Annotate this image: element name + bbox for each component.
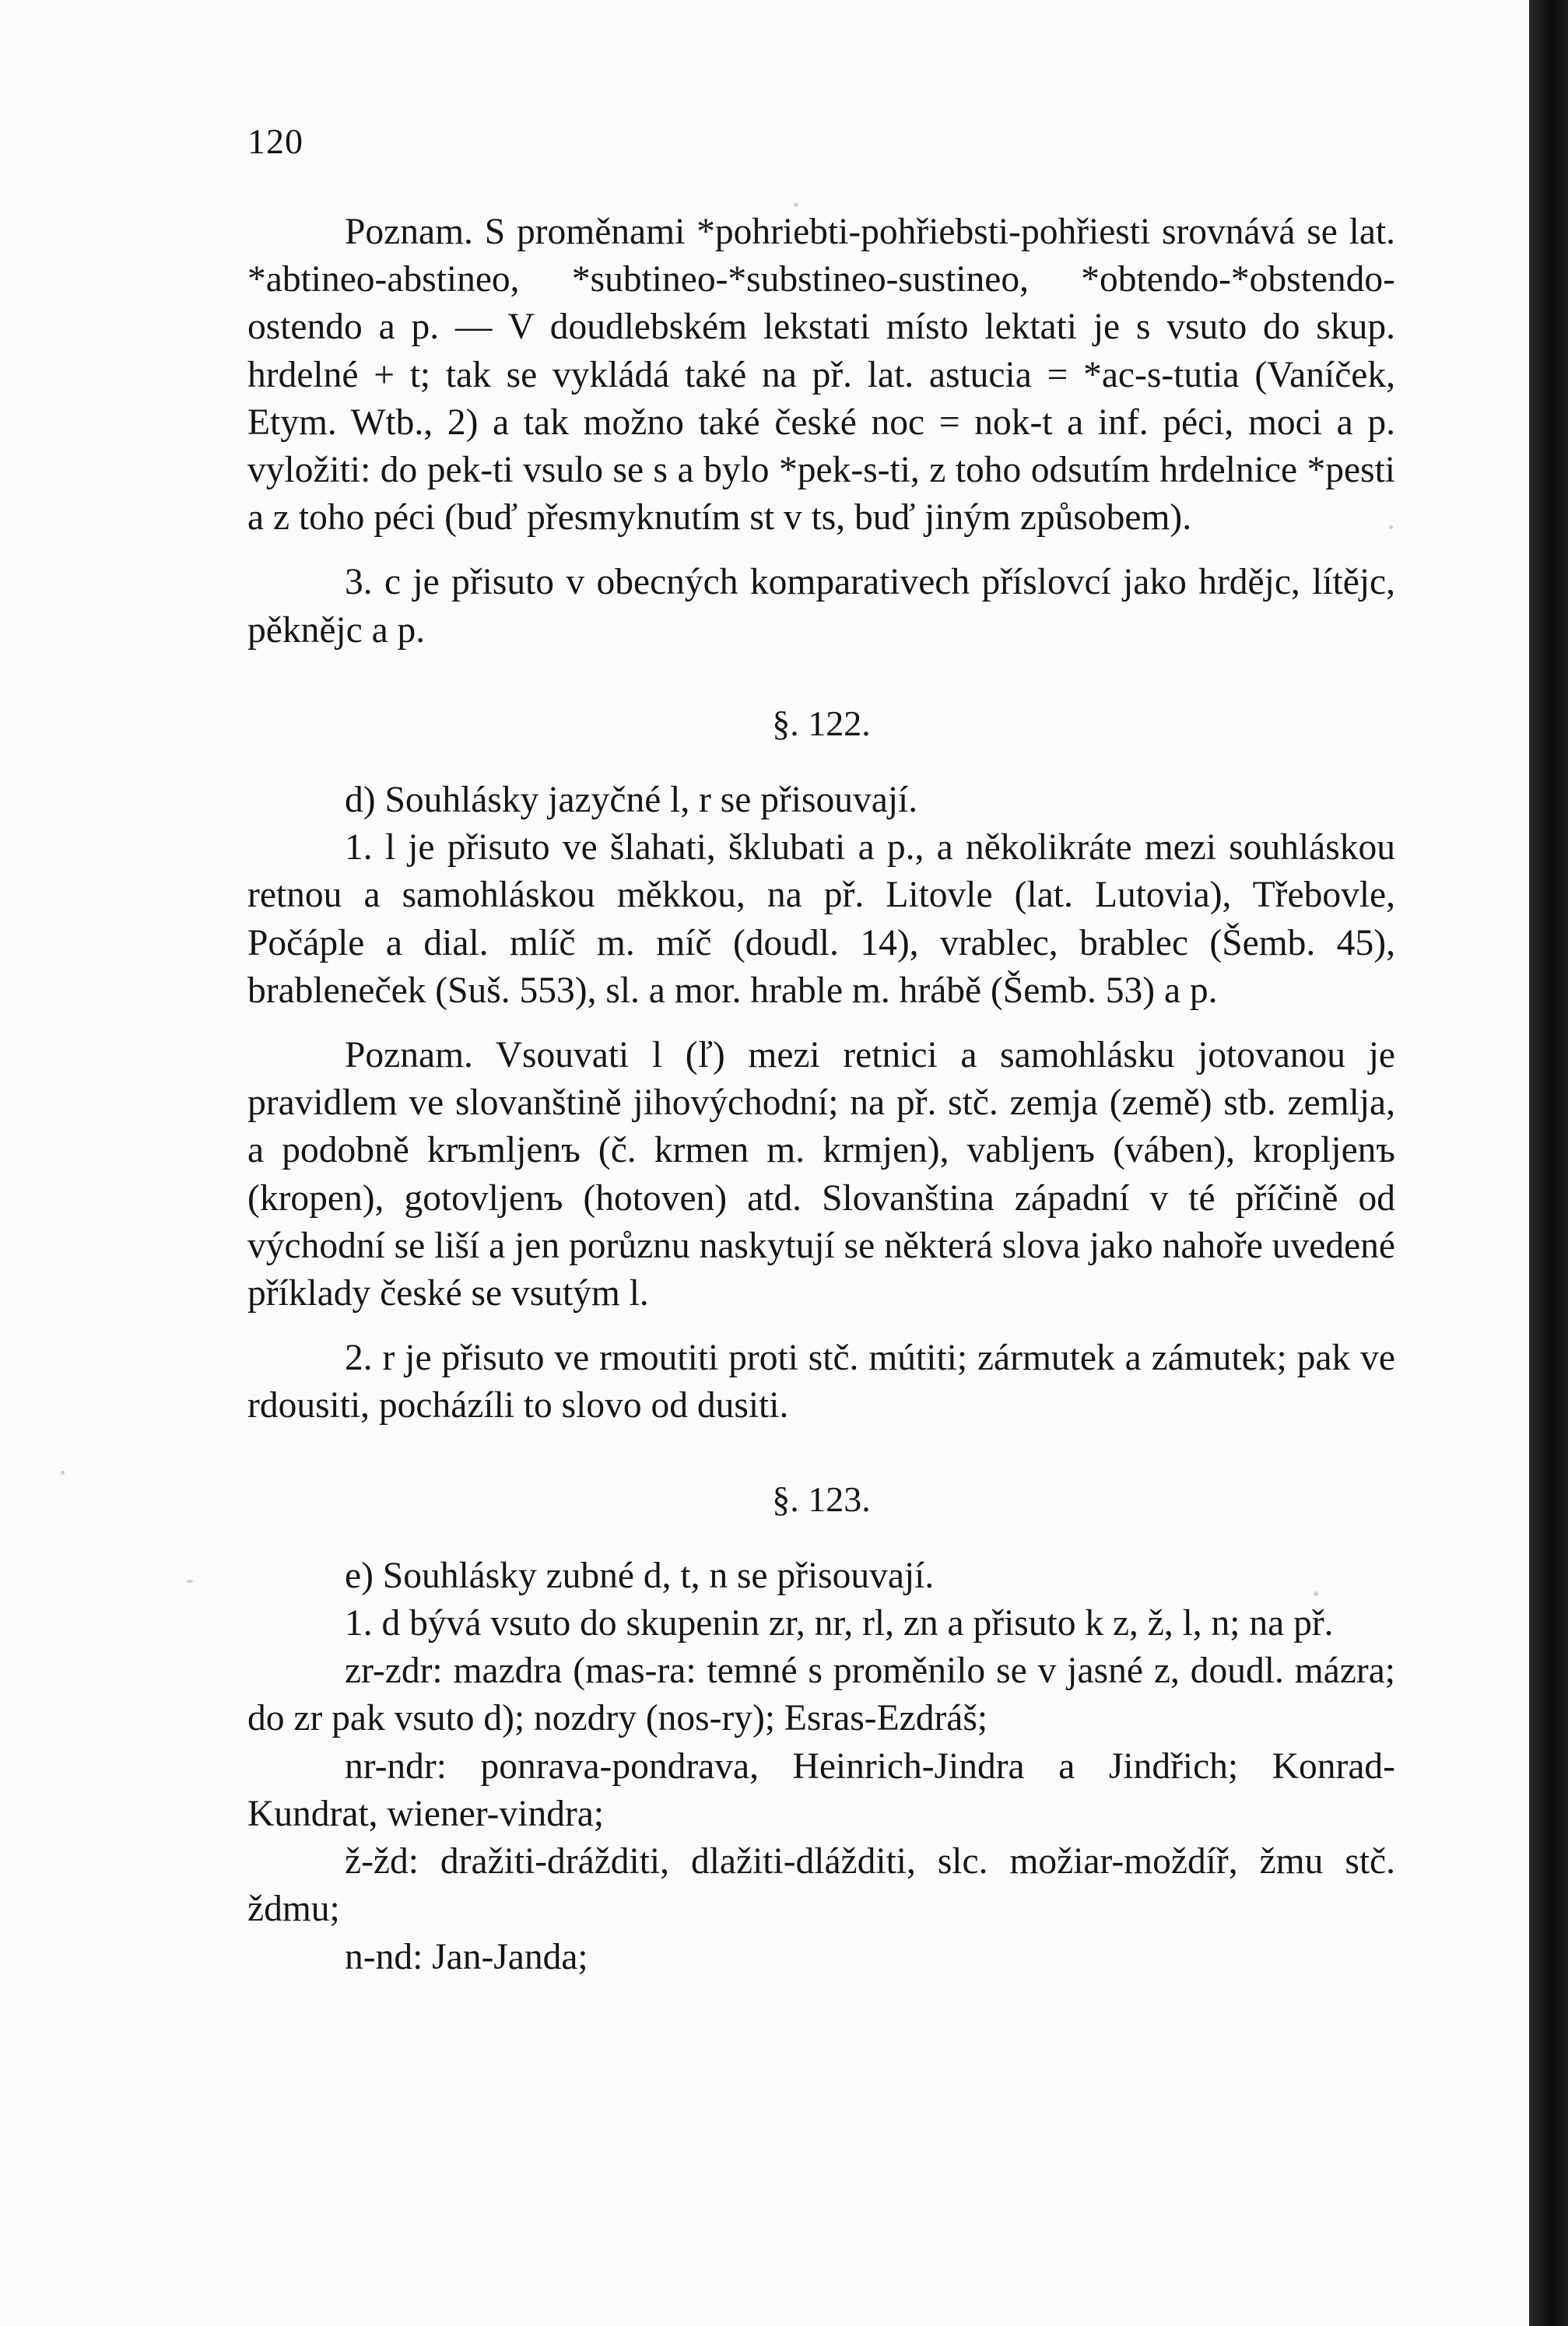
page-text — [247, 209, 1395, 1981]
paragraph-spacing — [247, 1015, 1395, 1032]
text-paragraph: zr-zdr: mazdra (mas-ra: temné s proměnilo se v jasné z, doudl. mázra; do zr pak vsuto d); nozdry (nos-ry); Esras-Ezdráš; — [247, 1651, 1395, 1739]
paragraph-spacing — [247, 747, 1395, 777]
text-paragraph: e) Souhlásky zubné d, t, n se přisouvají. — [345, 1555, 935, 1596]
text-paragraph: Poznam. Vsouvati l (ľ) mezi retnici a samohlásku jotovanou je pravidlem ve slovanštině jihovýchodní; na př. stč. zemja (země) stb. zemlja, a podobně krъmljenъ (č. krmen m. krmjen), vabljenъ (váben), kropljenъ (kropen), gotovljenъ (hotoven) atd. Slovanština západní v té příčině od východní se liší a jen porůznu naskytují se některá slova jako nahoře uvedené příklady české se vsutým l. — [247, 1035, 1395, 1314]
scan-speck — [61, 1471, 65, 1475]
text-paragraph: nr-ndr: ponrava-pondrava, Heinrich-Jindra a Jindřich; Konrad-Kundrat, wiener-vindra; — [247, 1745, 1395, 1834]
scan-speck — [794, 202, 798, 207]
scan-speck — [1314, 1591, 1318, 1596]
page-number: 120 — [247, 121, 303, 161]
text-paragraph: d) Souhlásky jazyčné l, r se přisouvají. — [345, 780, 918, 821]
paragraph-spacing — [247, 1430, 1395, 1475]
scan-speck — [1389, 525, 1393, 529]
text-paragraph: Poznam. S proměnami *pohriebti-pohřiebsti-pohřiesti srovnává se lat. *abtineo-abstineo, *subtineo-*substineo-sustineo, *obtendo-*obstendo-ostendo a p. — V doudlebském lekstati místo lektati je s vsuto do skup. hrdelné + t; tak se vykládá také na př. lat. astucia = *ac-s-tutia (Vaníček, Etym. Wtb., 2) a tak možno také české noc = nok-t a inf. péci, moci a p. vyložiti: do pek-ti vsulo se s a bylo *pek-s-ti, z toho odsutím hrdelnice *pesti a z toho péci (buď přesmyknutím st v ts, buď jiným způsobem). — [247, 212, 1395, 539]
text-paragraph: 2. r je přisuto ve rmoutiti proti stč. mútiti; zármutek a zámutek; pak ve rdousiti, pocházíli to slovo od dusiti. — [247, 1338, 1395, 1426]
text-paragraph: 1. l je přisuto ve šlahati, šklubati a p., a několikráte mezi souhláskou retnou a samohláskou měkkou, na př. Litovle (lat. Lutovia), Třebovle, Počáple a dial. mlíč m. míč (doudl. 14), vrablec, brablec (Šemb. 45), brableneček (Suš. 553), sl. a mor. hrable m. hrábě (Šemb. 53) a p. — [247, 827, 1395, 1011]
section-heading: §. 122. — [772, 703, 871, 743]
paragraph-spacing — [247, 1523, 1395, 1552]
paragraph-spacing — [247, 542, 1395, 559]
text-paragraph: n-nd: Jan-Janda; — [345, 1936, 588, 1977]
text-paragraph: ž-žd: dražiti-drážditi, dlažiti-dlážditi, slc. možiar-moždíř, žmu stč. ždmu; — [247, 1841, 1395, 1930]
text-paragraph: 1. d bývá vsuto do skupenin zr, nr, rl, zn a přisuto k z, ž, l, n; na př. — [345, 1603, 1334, 1644]
scan-speck — [187, 1580, 193, 1583]
paragraph-spacing — [247, 654, 1395, 700]
paragraph-spacing — [247, 1317, 1395, 1335]
text-paragraph: 3. c je přisuto v obecných komparativech příslovcí jako hrdějc, lítějc, pěknějc a p. — [247, 562, 1395, 651]
page-edge-shadow — [1529, 0, 1568, 2326]
section-heading: §. 123. — [772, 1479, 871, 1519]
